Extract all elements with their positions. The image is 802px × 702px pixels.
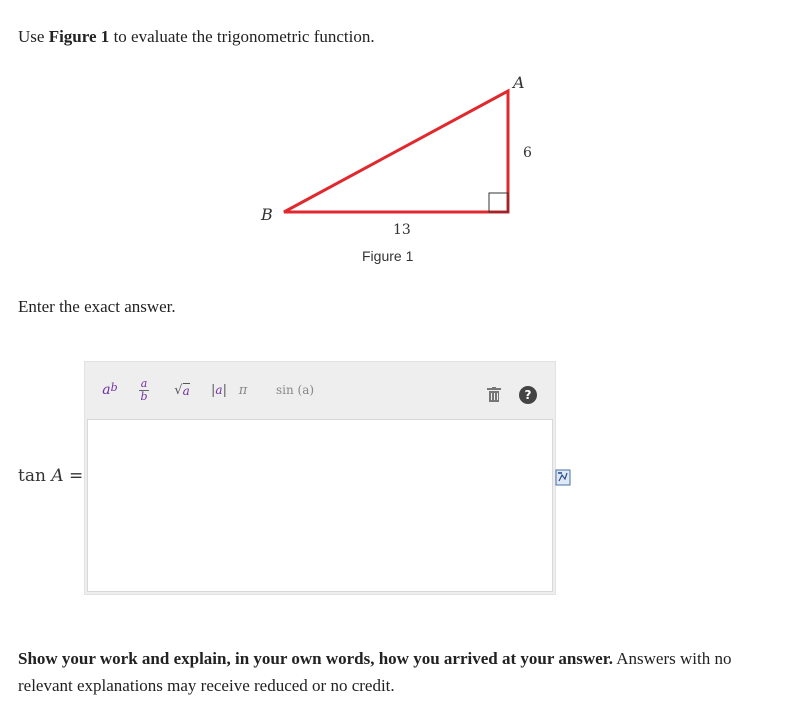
side-vertical-label: 6 xyxy=(523,145,532,161)
abs-content: a xyxy=(215,383,223,397)
input-tool-icon xyxy=(555,469,571,486)
pi-symbol: π xyxy=(238,382,248,398)
abs-icon: | xyxy=(211,382,216,398)
function-name: tan xyxy=(18,466,46,486)
sin-label: sin (a) xyxy=(275,383,315,397)
vertex-a-label: A xyxy=(513,73,525,92)
fraction-numerator: a xyxy=(140,376,148,390)
right-angle-marker xyxy=(489,193,508,212)
power-base: a xyxy=(102,382,111,398)
footer-normal-text: Answers with no relevant explanations may receive reduced or no credit. xyxy=(18,649,732,695)
power-exponent: b xyxy=(110,380,118,394)
question-prefix: Use xyxy=(18,27,49,46)
triangle xyxy=(284,91,508,212)
vertex-b-label: B xyxy=(261,205,273,224)
fraction-denominator: b xyxy=(140,389,148,403)
question-suffix: to evaluate the trigonometric function. xyxy=(109,27,375,46)
fraction-button[interactable] xyxy=(133,376,155,404)
math-editor xyxy=(84,361,556,595)
editor-toolbar xyxy=(85,362,555,418)
input-tool-button[interactable] xyxy=(555,469,571,486)
help-icon: ? xyxy=(524,388,532,402)
trash-button[interactable] xyxy=(486,387,502,403)
answer-input[interactable] xyxy=(87,419,553,592)
pi-button[interactable] xyxy=(235,376,251,404)
footer-bold-text: Show your work and explain, in your own words, how you arrived at your answer. xyxy=(18,649,613,668)
answer-label xyxy=(18,466,83,486)
abs-icon-right: | xyxy=(222,382,227,398)
figure-reference: Figure 1 xyxy=(48,27,110,46)
sqrt-icon: √ xyxy=(174,382,183,398)
sin-button[interactable] xyxy=(271,376,319,404)
equals-sign: = xyxy=(69,466,84,486)
side-horizontal-label: 13 xyxy=(393,222,411,238)
help-button[interactable] xyxy=(519,386,537,404)
triangle-figure xyxy=(0,0,802,290)
angle-variable: A xyxy=(51,466,64,486)
trash-icon xyxy=(486,387,502,403)
footer-instruction xyxy=(18,645,784,699)
instruction-text: Enter the exact answer. xyxy=(18,297,176,316)
abs-button[interactable] xyxy=(209,376,229,404)
sqrt-radicand: a xyxy=(182,383,190,398)
figure-caption: Figure 1 xyxy=(362,248,414,264)
sqrt-button[interactable] xyxy=(169,376,195,404)
power-button[interactable] xyxy=(95,376,125,404)
